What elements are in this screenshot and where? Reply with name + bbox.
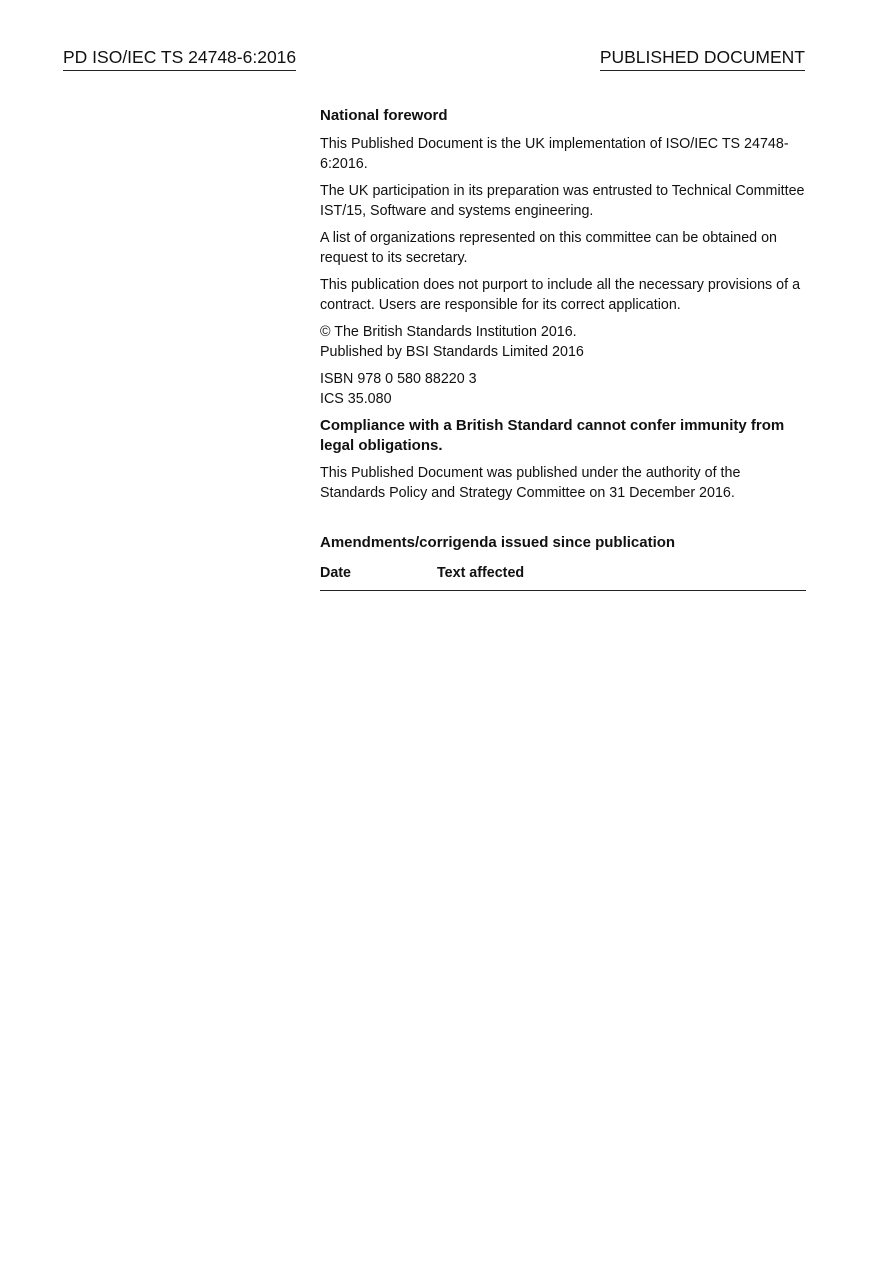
foreword-paragraph-4: This publication does not purport to include all the necessary provisions of a contract. Users are responsible for its correct application. <box>320 277 801 313</box>
amendments-table-header <box>320 561 806 591</box>
column-header-date: Date <box>320 565 351 581</box>
identifier-block <box>320 369 806 409</box>
foreword-title: National foreword <box>320 107 448 124</box>
amendments-title: Amendments/corrigenda issued since publication <box>320 534 676 551</box>
copyright-line: © The British Standards Institution 2016. <box>320 324 577 340</box>
foreword-column <box>320 106 806 591</box>
document-id: PD ISO/IEC TS 24748-6:2016 <box>63 46 296 71</box>
compliance-statement: Compliance with a British Standard cannot confer immunity from legal obligations. <box>320 417 785 454</box>
foreword-paragraph-3: A list of organizations represented on this committee can be obtained on request to its secretary. <box>320 230 777 266</box>
column-header-text-affected: Text affected <box>437 565 525 581</box>
copyright-block <box>320 322 806 362</box>
ics-line: ICS 35.080 <box>320 391 392 407</box>
isbn-line: ISBN 978 0 580 88220 3 <box>320 371 477 387</box>
foreword-paragraph-1: This Published Document is the UK implementation of ISO/IEC TS 24748-6:2016. <box>320 136 789 172</box>
foreword-paragraph-2: The UK participation in its preparation was entrusted to Technical Committee IST/15, Software and systems engineering. <box>320 183 805 219</box>
authority-statement: This Published Document was published under the authority of the Standards Policy and Strategy Committee on 31 December 2016. <box>320 465 741 501</box>
document-type: PUBLISHED DOCUMENT <box>600 46 805 71</box>
publisher-line: Published by BSI Standards Limited 2016 <box>320 344 584 360</box>
